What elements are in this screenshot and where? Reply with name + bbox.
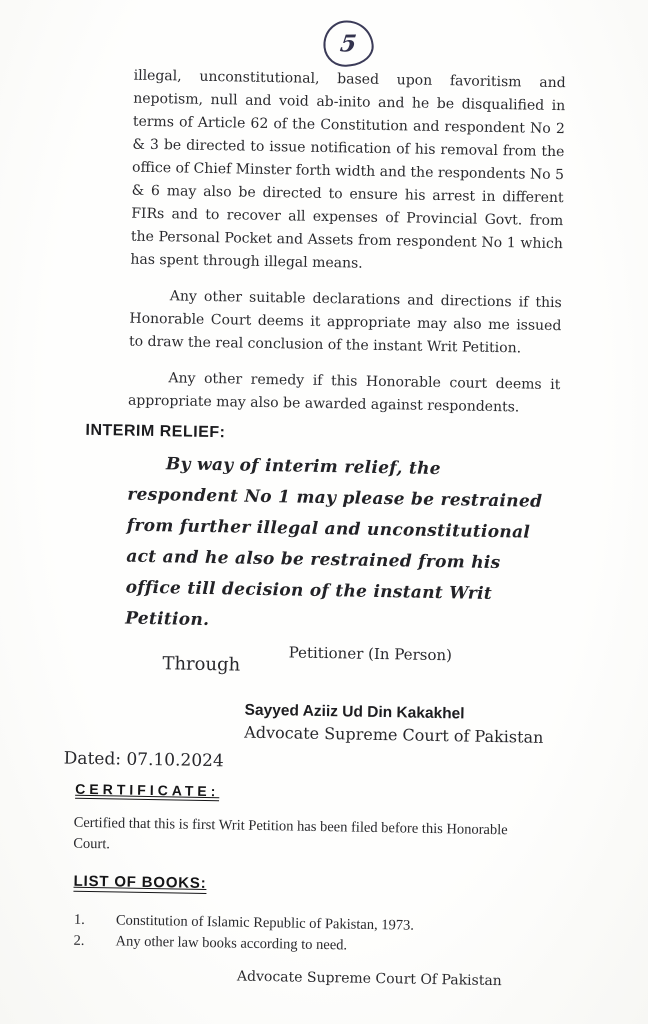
book-item-text: Constitution of Islamic Republic of Pakistan, 1973.	[115, 912, 415, 934]
signature-block	[0, 638, 645, 748]
advocate-title: Advocate Supreme Court of Pakistan	[244, 722, 544, 747]
petitioner-label: Petitioner (In Person)	[288, 643, 453, 665]
book-item-text: Any other law books according to need.	[115, 933, 348, 954]
advocate-name: Sayyed Aziiz Ud Din Kakakhel	[244, 701, 465, 723]
certificate-heading-text: CERTIFICATE:	[75, 780, 220, 800]
book-item-number: 1.	[73, 911, 85, 928]
prayer-paragraph-2: Any other suitable declarations and directions if this Honorable Court deems it appropriate may also me issued to draw the real conclusion of the instant Writ Petition.	[128, 288, 562, 357]
list-of-books-heading	[73, 873, 640, 900]
dated-line: Dated: 07.10.2024	[63, 748, 224, 772]
interim-relief-text: By way of interim relief, the respondent No 1 may please be restrained from further illegal and unconstitutional act and he also be restrained from his office till decision of the instant Writ Petition.	[125, 454, 543, 631]
interim-relief-heading: INTERIM RELIEF:	[85, 421, 226, 442]
prayer-paragraph-1: illegal, unconstitutional, based upon favoritism and nepotism, null and void ab-inito and he be disqualified in terms of Article 62 of the Constitution and respondent No 2 & 3 be directed to issue notification of his removal from the office of Chief Minster forth width and the respondents No 5 & 6 may also be directed to ensure his arrest in different FIRs and to recover all expenses of Provincial Govt. from the Personal Pocket and Assets from respondent No 1 which has spent through illegal means.	[130, 67, 566, 272]
page-number-circle	[321, 18, 376, 69]
list-of-books-heading-text: LIST OF BOOKS:	[73, 872, 207, 893]
prayer-paragraph-3: Any other remedy if this Honorable court deems it appropriate may also be awarded against respondents.	[127, 370, 561, 416]
footer-advocate-line: Advocate Supreme Court Of Pakistan	[236, 968, 502, 990]
certificate-heading	[75, 781, 642, 807]
page-number-row	[7, 0, 648, 74]
certificate-text: Certified that this is first Writ Petition has been filed before this Honorable Court.	[73, 814, 508, 853]
page-number: 5	[338, 29, 358, 58]
book-item-number: 2.	[73, 932, 85, 949]
book-list	[73, 910, 640, 962]
prayer-section	[128, 65, 566, 420]
through-label: Through	[162, 653, 241, 676]
